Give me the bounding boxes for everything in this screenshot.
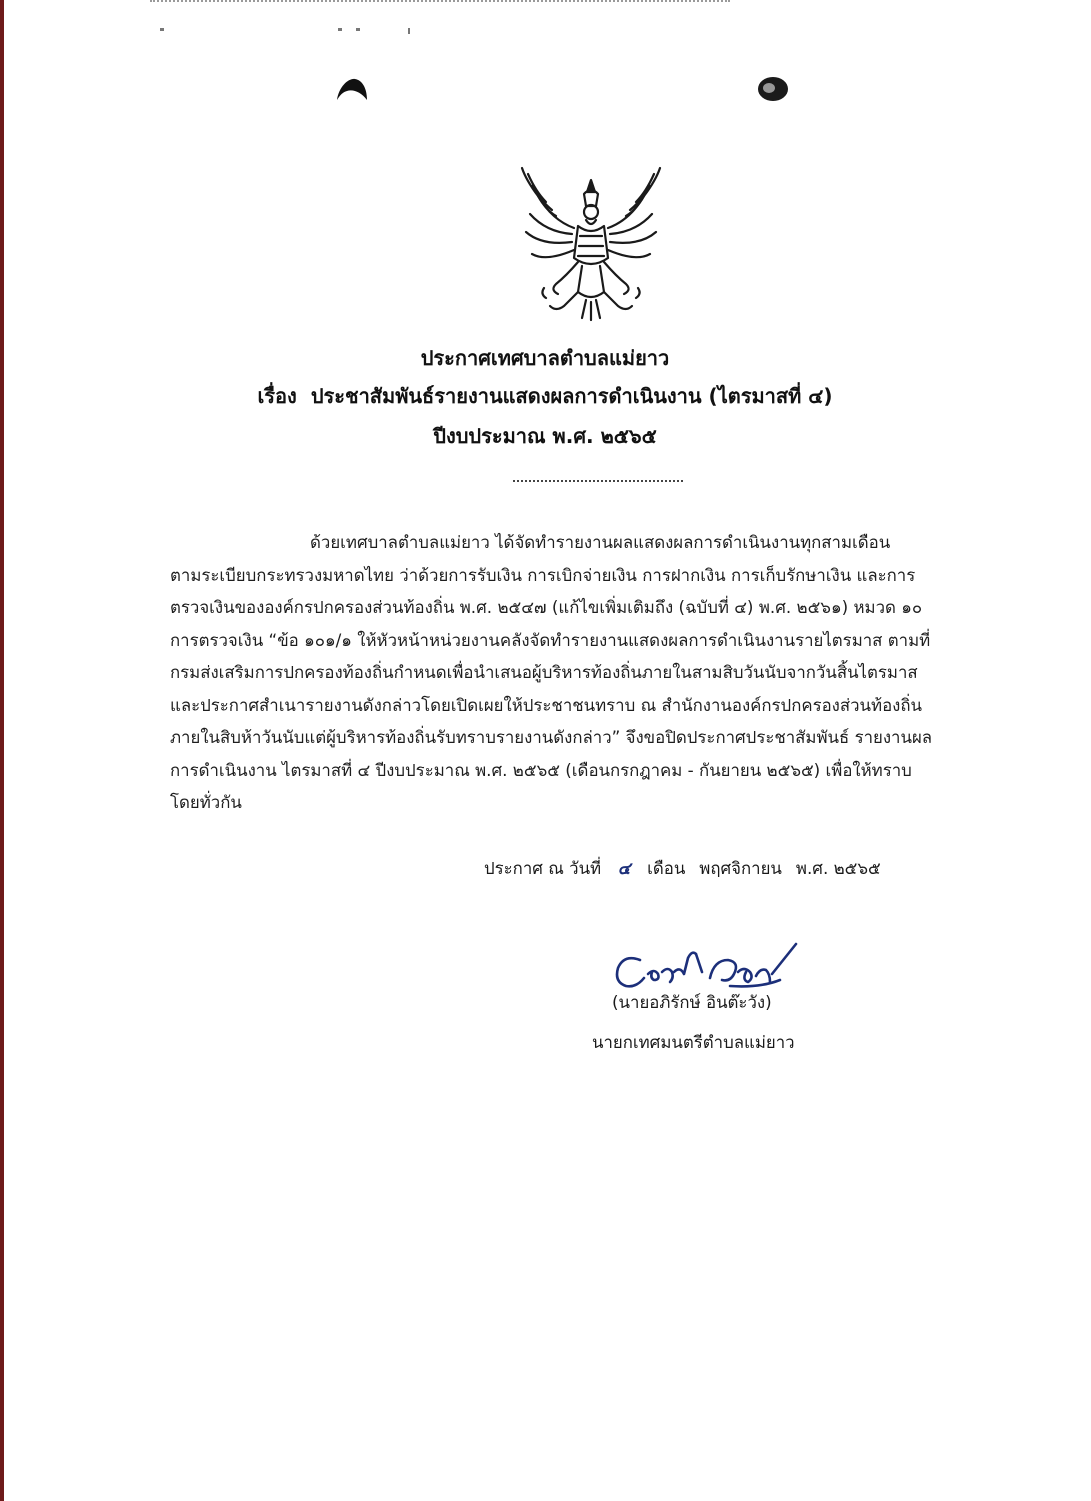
body-line: ด้วยเทศบาลตำบลแม่ยาว ได้จัดทำรายงานผลแสดงผลการดำเนินงานทุกสามเดือน (310, 532, 891, 552)
subject-text: ประชาสัมพันธ์รายงานแสดงผลการดำเนินงาน (ไตรมาสที่ ๔) (310, 384, 833, 408)
punch-hole-left (335, 76, 369, 102)
body-line: โดยทั่วกัน (170, 792, 242, 812)
body-line: กรมส่งเสริมการปกครองท้องถิ่นกำหนดเพื่อนำเสนอผู้บริหารท้องถิ่นภายในสามสิบวันนับจากวันสิ้นไตรมาส (170, 662, 918, 682)
body-line: และประกาศสำเนารายงานดังกล่าวโดยเปิดเผยให้ประชาชนทราบ ณ สำนักงานองค์กรปกครองส่วนท้องถิ่น (170, 694, 922, 715)
date-month-label: เดือน (647, 858, 686, 878)
date-year: พ.ศ. ๒๕๖๕ (795, 858, 881, 878)
body-line: ภายในสิบห้าวันนับแต่ผู้บริหารท้องถิ่นรับทราบรายงานดังกล่าว” จึงขอปิดประกาศประชาสัมพันธ์ รายงานผล (170, 727, 933, 747)
signer-name: (นายอภิรักษ์ อินต๊ะวัง) (612, 992, 772, 1012)
announcement-title: ประกาศเทศบาลตำบลแม่ยาว (420, 346, 670, 370)
scan-left-edge (0, 0, 4, 1501)
fiscal-year: ปีงบประมาณ พ.ศ. ๒๕๖๕ (433, 424, 657, 448)
punch-hole-right (757, 76, 791, 102)
subject-label: เรื่อง (257, 384, 297, 408)
title-divider (513, 468, 683, 482)
announcement-body (170, 526, 1030, 819)
body-line: ตรวจเงินขององค์กรปกครองส่วนท้องถิ่น พ.ศ. ๒๕๔๗ (แก้ไขเพิ่มเติมถึง (ฉบับที่ ๔) พ.ศ. ๒๕๖๑) หมวด ๑๐ (170, 597, 923, 617)
date-month: พฤศจิกายน (699, 858, 782, 878)
body-line: การตรวจเงิน “ข้อ ๑๐๑/๑ ให้หัวหน้าหน่วยงานคลังจัดทำรายงานแสดงผลการดำเนินงานรายไตรมาส ตามที่ (170, 629, 931, 650)
scan-top-line (150, 0, 730, 8)
garuda-emblem-icon (516, 166, 666, 322)
date-day: ๔ (617, 858, 631, 878)
body-line: การดำเนินงาน ไตรมาสที่ ๔ ปีงบประมาณ พ.ศ. ๒๕๖๕ (เดือนกรกฎาคม - กันยายน ๒๕๖๕) เพื่อให้ทราบ (170, 759, 912, 780)
date-prefix: ประกาศ ณ วันที่ (484, 858, 602, 878)
signer-title: นายกเทศมนตรีตำบลแม่ยาว (592, 1032, 795, 1052)
scan-marks (160, 28, 430, 36)
announcement-subject (200, 384, 890, 408)
announcement-date (484, 852, 1044, 884)
body-line: ตามระเบียบกระทรวงมหาดไทย ว่าด้วยการรับเงิน การเบิกจ่ายเงิน การฝากเงิน การเก็บรักษาเงิน และการ (170, 564, 916, 585)
